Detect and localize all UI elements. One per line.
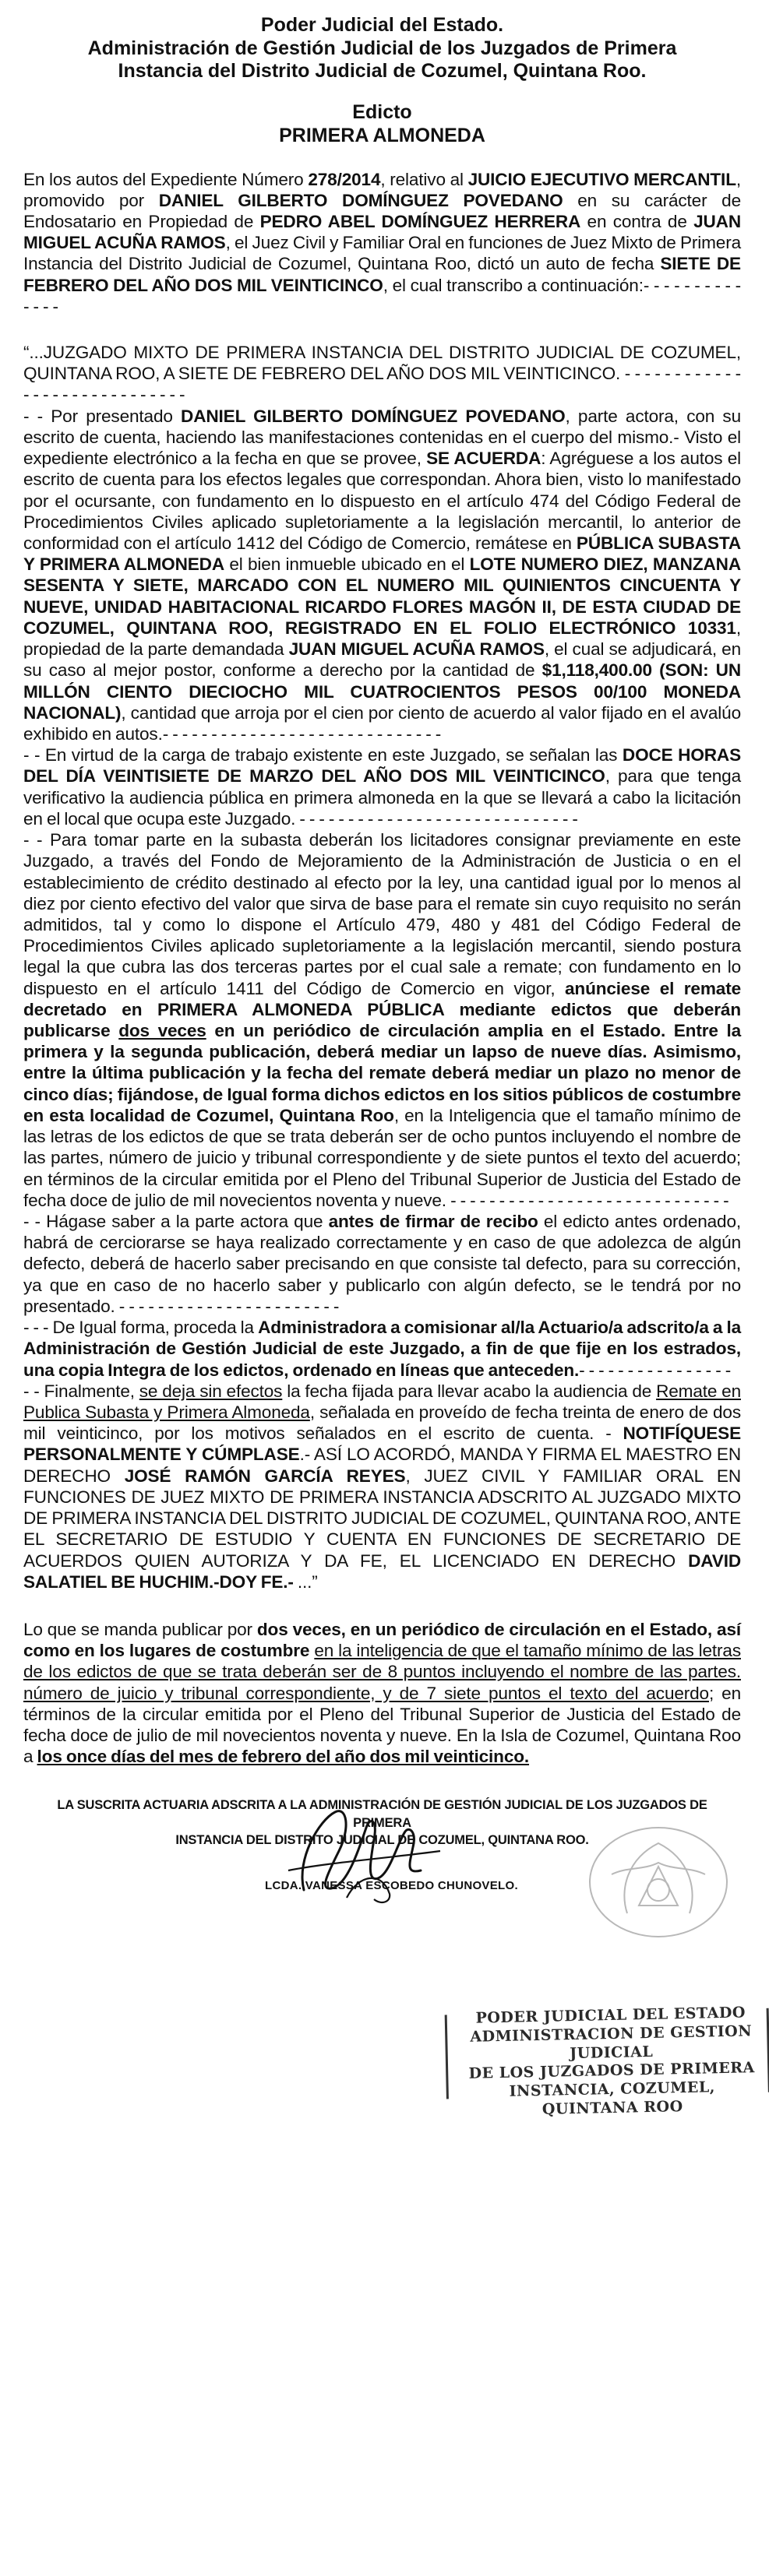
quote-paragraph-date: - - En virtud de la carga de trabajo existente en este Juzgado, se señalan las DOCE HORAS DEL DÍA VEINTISIETE DE MARZO DEL AÑO DOS MIL VEINTICINCO, para que tenga verificativo la audiencia pública en primera almoneda en la que se llevará a cabo la licitación en el local que ocupa este Juzgado. - - - - - - - - - - - - - - - - - - - - - - - - - - - - - <box>23 745 741 829</box>
actuary-certification: LA SUSCRITA ACTUARIA ADSCRITA A LA ADMINISTRACIÓN DE GESTIÓN JUDICIAL DE LOS JUZGADOS DE PRIMERA INSTANCIA DEL DISTRITO JUDICIAL DE COZUMEL, QUINTANA ROO. <box>57 1798 707 1847</box>
closing-paragraph: Lo que se manda publicar por dos veces, en un periódico de circulación en el Estado, así como en los lugares de costumbre en la inteligencia de que el tamaño mínimo de las letras de los edictos de que se trata deberán ser de 8 puntos incluyendo el nombre de las partes. número de juicio y tribunal correspondiente, y de 7 siete puntos el texto del acuerdo; en términos de la circular emitida por el Pleno del Tribunal Superior de Justicia del Estado de fecha doce de julio de mil novecientos noventa y nueve. En la Isla de Cozumel, Quintana Roo a los once días del mes de febrero del año dos mil veinticinco. <box>23 1619 741 1767</box>
court-order-quote <box>23 342 741 1592</box>
edict-title-block <box>23 100 741 147</box>
header-line: Poder Judicial del Estado. <box>260 14 504 36</box>
signer-name: LCDA. VANESSA ESCOBEDO CHUNOVELO. <box>265 1879 518 1893</box>
handwritten-signature <box>273 1797 452 1913</box>
edict-title: Edicto <box>352 100 412 123</box>
quote-paragraph-bidders: - - Para tomar parte en la subasta deberán los licitadores consignar previamente en este Juzgado, a través del Fondo de Mejoramiento de la Administración de Justicia o en el establecimiento de crédito destinado al efecto por la ley, una cantidad igual por lo menos al diez por ciento efectivo del valor que sirva de base para el remate sin cuyo requisito no serán admitidos, tal y como lo dispone el Artículo 479, 480 y 481 del Código Federal de Procedimientos Civiles aplicado supletoriamente a la legislación mercantil, siendo postura legal la que cubra las dos terceras partes por el cual sale a remate; con fundamento en lo dispuesto en el artículo 1411 del Código de Comercio en vigor, anúnciese el remate decretado en PRIMERA ALMONEDA PÚBLICA mediante edictos que deberán publicarse dos veces en un periódico de circulación amplia en el Estado. Entre la primera y la segunda publicación, deberá mediar un lapso de nueve días. Asimismo, entre la última publicación y la fecha del remate deberá mediar un plazo no menor de cinco días; fijándose, de Igual forma dichos edictos en los sitios públicos de costumbre en esta localidad de Cozumel, Quintana Roo, en la Inteligencia que el tamaño mínimo de las letras de los edictos de que se trata deberán ser de ocho puntos incluyendo el nombre de las partes, número de juicio y tribunal correspondiente y de siete puntos el texto del acuerdo; en términos de la circular emitida por el Pleno del Tribunal Superior de Justicia del Estado de fecha doce de julio de mil novecientos noventa y nueve. - - - - - - - - - - - - - - - - - - - - - - - - - - - - - <box>23 830 741 1210</box>
header-line: Administración de Gestión Judicial de los Juzgados de Primera <box>87 37 677 59</box>
quote-paragraph-heading: “...JUZGADO MIXTO DE PRIMERA INSTANCIA DEL DISTRITO JUDICIAL DE COZUMEL, QUINTANA ROO, A SIETE DE FEBRERO DEL AÑO DOS MIL VEINTICINCO. - - - - - - - - - - - - - - - - - - - - - - - - - - - - - <box>23 343 741 405</box>
quote-paragraph-notice: - - Hágase saber a la parte actora que antes de firmar de recibo el edicto antes ordenado, habrá de cerciorarse se haya realizado correctamente y en caso de que adolezca de algún defecto, deberá de hacerlo saber precisando en que consiste tal defecto, para su corrección, ya que en caso de no hacerlo saber y publicarlo con algún defecto, se le tendrá por no presentado. - - - - - - - - - - - - - - - - - - - - - - - <box>23 1212 741 1316</box>
coat-of-arms-seal <box>580 1820 736 1944</box>
quote-paragraph-auction: - - Por presentado DANIEL GILBERTO DOMÍNGUEZ POVEDANO, parte actora, con su escrito de cuenta, haciendo las manifestaciones contenidas en el cuerpo del mismo.- Visto el expediente electrónico a la fecha en que se provee, SE ACUERDA: Agréguese a los autos el escrito de cuenta para los efectos legales que correspondan. Ahora bien, visto lo manifestado por el ocursante, con fundamento en lo dispuesto en el artículo 474 del Código Federal de Procedimientos Civiles aplicado supletoriamente a la legislación mercantil, lo anterior de conformidad con el artículo 1412 del Código de Comercio, remátese en PÚBLICA SUBASTA Y PRIMERA ALMONEDA el bien inmueble ubicado en el LOTE NUMERO DIEZ, MANZANA SESENTA Y SIETE, MARCADO CON EL NUMERO MIL QUINIENTOS CINCUENTA Y NUEVE, UNIDAD HABITACIONAL RICARDO FLORES MAGÓN II, DE ESTA CIUDAD DE COZUMEL, QUINTANA ROO, REGISTRADO EN EL FOLIO ELECTRÓNICO 10331, propiedad de la parte demandada JUAN MIGUEL ACUÑA RAMOS, el cual se adjudicará, en su caso al mejor postor, conforme a derecho por la cantidad de $1,118,400.00 (SON: UN MILLÓN CIENTO DIECIOCHO MIL CUATROCIENTOS PESOS 00/100 MONEDA NACIONAL), cantidad que arroja por el cien por ciento de acuerdo al valor fijado en el avalúo exhibido en autos.- - - - - - - - - - - - - - - - - - - - - - - - - - - - - <box>23 406 741 744</box>
intro-paragraph: En los autos del Expediente Número 278/2014, relativo al JUICIO EJECUTIVO MERCANTIL, promovido por DANIEL GILBERTO DOMÍNGUEZ POVEDANO en su carácter de Endosatario en Propiedad de PEDRO ABEL DOMÍNGUEZ HERRERA en contra de JUAN MIGUEL ACUÑA RAMOS, el Juez Civil y Familiar Oral en funciones de Juez Mixto de Primera Instancia del Distrito Judicial de Cozumel, Quintana Roo, dictó un auto de fecha SIETE DE FEBRERO DEL AÑO DOS MIL VEINTICINCO, el cual transcribo a continuación:- - - - - - - - - - - - - - <box>23 169 741 316</box>
header-line: Instancia del Distrito Judicial de Cozumel, Quintana Roo. <box>118 60 647 82</box>
edict-subtitle: PRIMERA ALMONEDA <box>279 124 485 146</box>
certification-footer <box>23 1797 755 2119</box>
document-header <box>23 14 741 83</box>
quote-paragraph-commission: - - - De Igual forma, proceda la Administradora a comisionar al/la Actuario/a adscrito/a a la Administración de Gestión Judicial de este Juzgado, a fin de que fije en los estrados, una copia Integra de los edictos, ordenado en líneas que anteceden.- - - - - - - - - - - - - - - - <box>23 1318 741 1380</box>
quote-paragraph-final: - - Finalmente, se deja sin efectos la fecha fijada para llevar acabo la audiencia de Remate en Publica Subasta y Primera Almoneda, señalada en proveído de fecha treinta de enero de dos mil veinticinco, por los motivos señalados en el escrito de cuenta. - NOTIFÍQUESE PERSONALMENTE Y CÚMPLASE.- ASÍ LO ACORDÓ, MANDA Y FIRMA EL MAESTRO EN DERECHO JOSÉ RAMÓN GARCÍA REYES, JUEZ CIVIL Y FAMILIAR ORAL EN FUNCIONES DE JUEZ MIXTO DE PRIMERA INSTANCIA ADSCRITO AL JUZGADO MIXTO DE PRIMERA INSTANCIA DEL DISTRITO JUDICIAL DE COZUMEL, QUINTANA ROO, ANTE EL SECRETARIO DE ESTUDIO Y CUENTA EN FUNCIONES DE SECRETARIO DE ACUERDOS QUIEN AUTORIZA Y DA FE, EL LICENCIADO EN DERECHO DAVID SALATIEL BE HUCHIM.-DOY FE.- ...” <box>23 1381 741 1592</box>
official-stamp: PODER JUDICIAL DEL ESTADO ADMINISTRACION DE GESTION JUDICIAL DE LOS JUZGADOS DE PRIMERA INSTANCIA, COZUMEL, QUINTANA ROO <box>459 2004 765 2121</box>
stamp-frame <box>445 2008 769 2099</box>
